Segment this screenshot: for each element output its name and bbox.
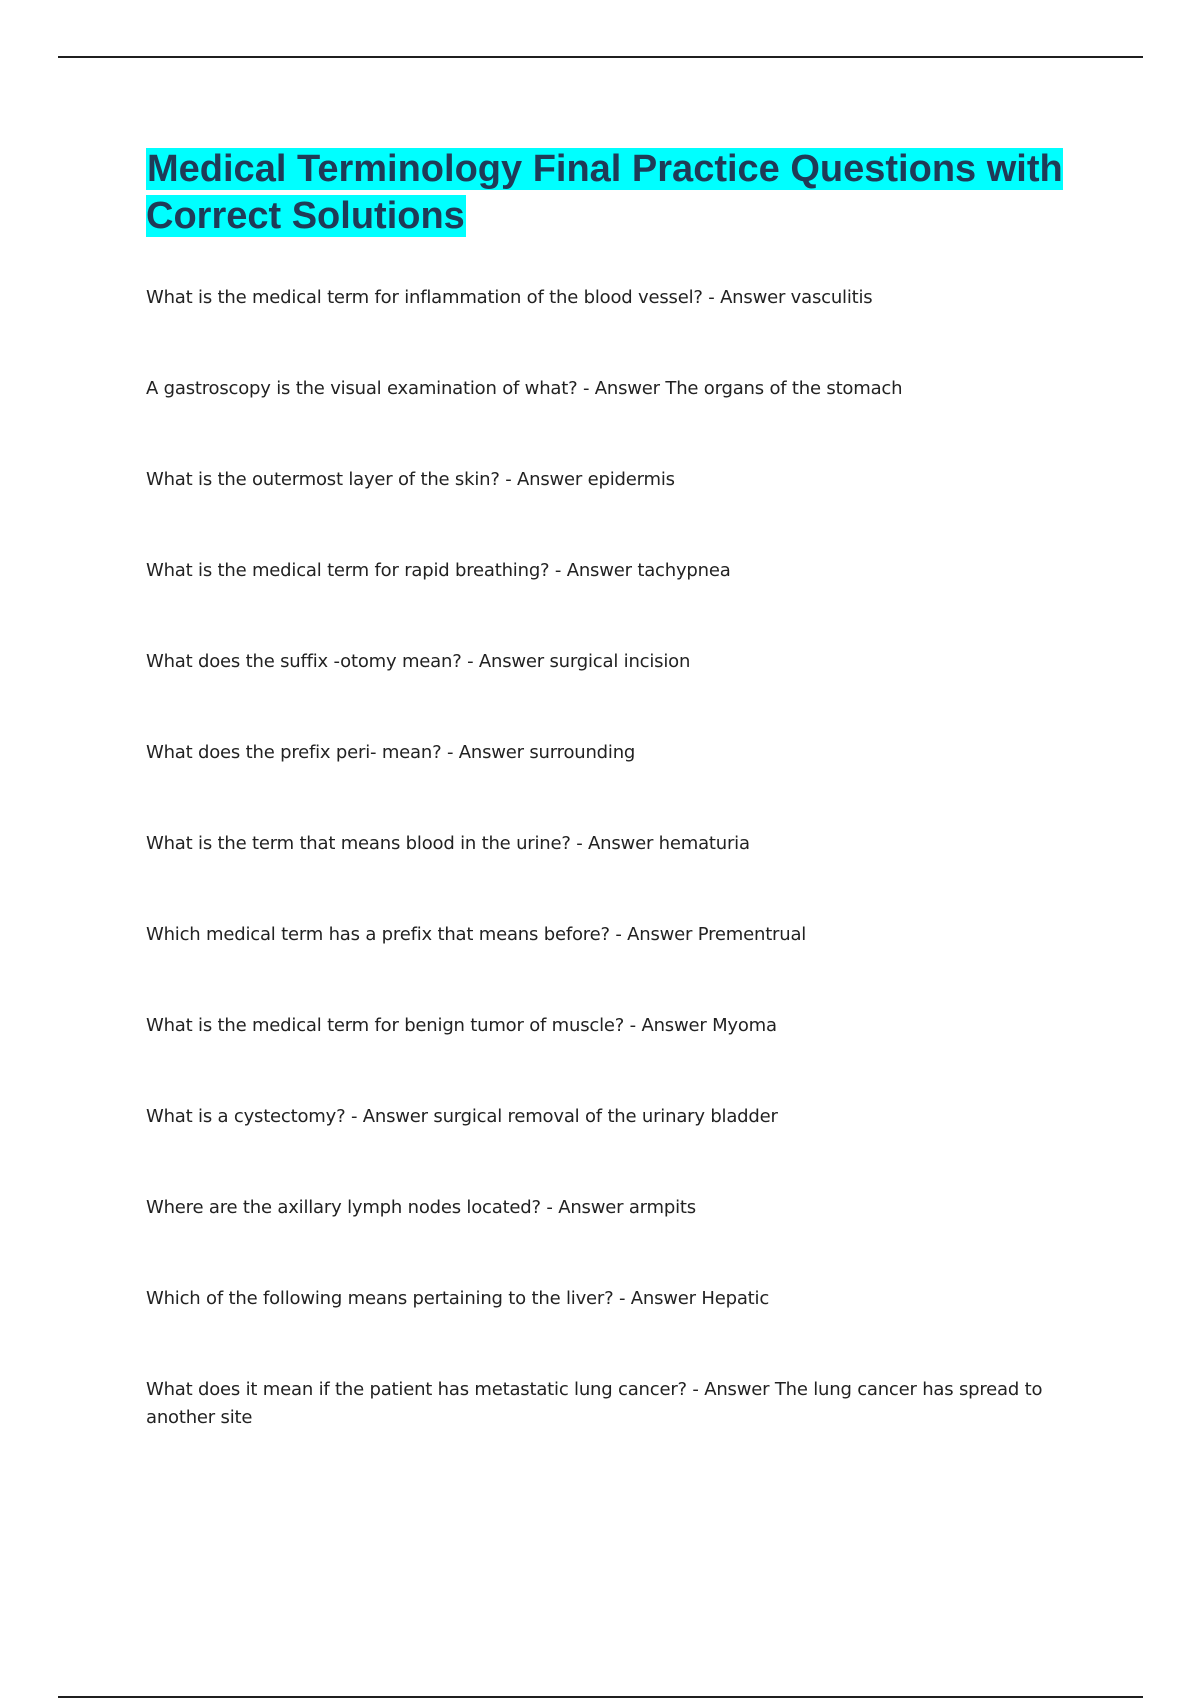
qa-item: A gastroscopy is the visual examination of what? - Answer The organs of the stomach [146,378,903,399]
qa-item: What is the medical term for rapid breathing? - Answer tachypnea [146,560,731,581]
qa-item: What is the medical term for benign tumor of muscle? - Answer Myoma [146,1015,777,1036]
qa-item: What does the suffix -otomy mean? - Answer surgical incision [146,651,691,672]
qa-item: What does it mean if the patient has metastatic lung cancer? - Answer The lung cancer has spread to another site [146,1379,1043,1428]
document-title-text: Medical Terminology Final Practice Questions with Correct Solutions [146,148,1063,237]
qa-list [146,284,1076,1495]
qa-item: What is the outermost layer of the skin? - Answer epidermis [146,469,675,490]
qa-item: What is the term that means blood in the urine? - Answer hematuria [146,833,750,854]
qa-item: What does the prefix peri- mean? - Answer surrounding [146,742,636,763]
qa-item: Which of the following means pertaining to the liver? - Answer Hepatic [146,1288,770,1309]
qa-item: Where are the axillary lymph nodes located? - Answer armpits [146,1197,696,1218]
qa-item: What is a cystectomy? - Answer surgical removal of the urinary bladder [146,1106,778,1127]
qa-item: Which medical term has a prefix that means before? - Answer Prementrual [146,924,807,945]
document-body [146,146,1076,1428]
top-rule [58,56,1143,58]
document-title [146,146,1076,240]
qa-item: What is the medical term for inflammation of the blood vessel? - Answer vasculitis [146,287,873,308]
bottom-rule [58,1696,1143,1698]
